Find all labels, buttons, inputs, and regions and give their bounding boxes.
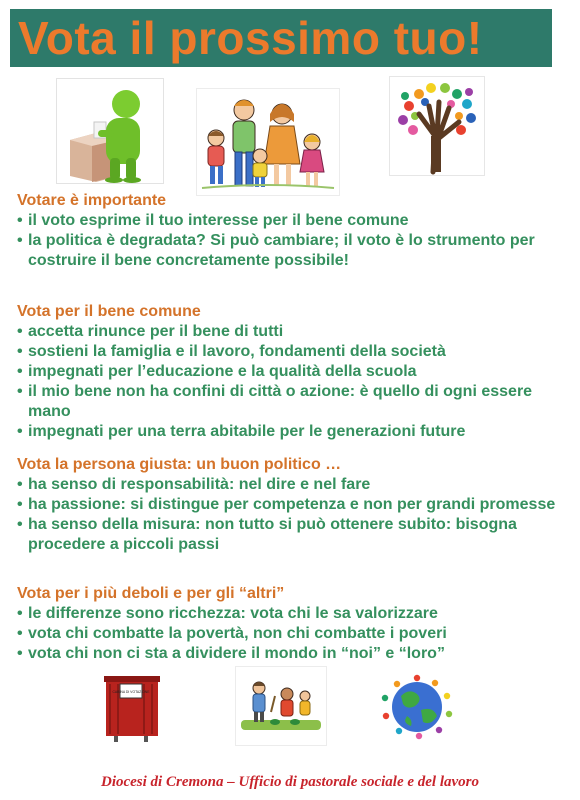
bullet-icon: • — [17, 496, 23, 513]
list-item: • impegnati per una terra abitabile per le generazioni future — [17, 423, 466, 440]
list-item: • vota chi combatte la povertà, non chi combatte i poveri — [17, 625, 447, 642]
voting-booth-illustration — [100, 676, 162, 742]
section-weakest — [17, 584, 562, 664]
section-right-person — [17, 455, 562, 555]
bullet-list — [17, 211, 562, 271]
booth-sign-label: CABINA DI VOTAZIONE — [112, 690, 150, 694]
list-item: • il mio bene non ha confini di città o azione: è quello di ogni essere mano — [17, 383, 533, 420]
bullet-icon: • — [17, 516, 23, 533]
bullet-icon: • — [17, 232, 23, 249]
bullet-icon: • — [17, 212, 23, 229]
bullet-icon: • — [17, 645, 23, 662]
list-item: • il voto esprime il tuo interesse per il bene comune — [17, 212, 409, 229]
bullet-list — [17, 475, 562, 555]
list-item: • le differenze sono ricchezza: vota chi le sa valorizzare — [17, 605, 438, 622]
bullet-icon: • — [17, 383, 23, 400]
section-voting-important — [17, 191, 562, 271]
section-heading: Vota la persona giusta: un buon politico … — [17, 456, 342, 473]
bullet-icon: • — [17, 363, 23, 380]
community-garden-illustration — [235, 666, 327, 746]
world-unity-illustration — [377, 674, 457, 740]
bullet-icon: • — [17, 343, 23, 360]
bullet-list — [17, 322, 562, 442]
family-illustration — [196, 88, 340, 196]
section-heading: Votare è importante — [17, 192, 167, 209]
title-banner — [10, 9, 552, 67]
footer-credit: Diocesi di Cremona – Ufficio di pastorale sociale e del lavoro — [100, 774, 479, 790]
bullet-list — [17, 604, 562, 664]
section-heading: Vota per il bene comune — [17, 303, 201, 320]
list-item: • impegnati per l’educazione e la qualità della scuola — [17, 363, 417, 380]
bullet-icon: • — [17, 476, 23, 493]
list-item: • la politica è degradata? Si può cambiare; il voto è lo strumento per costruire il bene concretamente possibile! — [17, 232, 535, 269]
bullet-icon: • — [17, 625, 23, 642]
list-item: • ha senso della misura: non tutto si può ottenere subito: bisogna procedere a piccoli passi — [17, 516, 517, 553]
list-item: • sostieni la famiglia e il lavoro, fondamenti della società — [17, 343, 446, 360]
section-common-good — [17, 302, 562, 442]
section-heading: Vota per i più deboli e per gli “altri” — [17, 585, 285, 602]
bullet-icon: • — [17, 605, 23, 622]
page-title: Vota il prossimo tuo! — [18, 12, 483, 64]
list-item: • vota chi non ci sta a dividere il mondo in “noi” e “loro” — [17, 645, 445, 662]
bullet-icon: • — [17, 323, 23, 340]
hand-tree-illustration — [389, 76, 485, 176]
bullet-icon: • — [17, 423, 23, 440]
list-item: • ha passione: si distingue per competenza e non per grandi promesse — [17, 496, 556, 513]
list-item: • accetta rinunce per il bene di tutti — [17, 323, 284, 340]
voter-ballot-box-illustration — [56, 78, 164, 184]
list-item: • ha senso di responsabilità: nel dire e nel fare — [17, 476, 371, 493]
